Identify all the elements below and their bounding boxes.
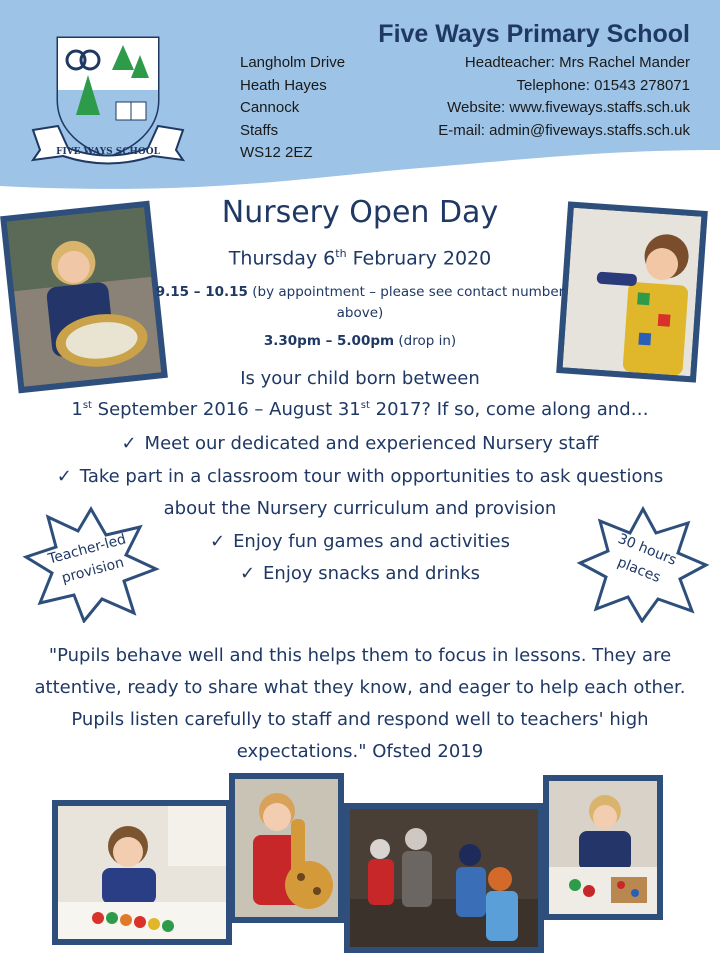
crest-banner-text: FIVE WAYS SCHOOL [56, 147, 160, 157]
ofsted-quote: "Pupils behave well and this helps them to focus in lessons. They are attentive, ready to share what they know, and eager to help each other. Pupils listen carefully to staff and respond well to teachers' high expectations." Ofsted 2019 [34, 645, 686, 762]
event-time-morning: 9.15 – 10.15 (by appointment – please see contact number above) [155, 284, 565, 321]
address-line: Heath Hayes [240, 76, 327, 94]
bullet-item: ✓ Enjoy snacks and drinks [239, 563, 481, 584]
telephone: Telephone: 01543 278071 [516, 76, 690, 94]
bullet-item-continued: about the Nursery curriculum and provision [163, 498, 557, 519]
event-time-afternoon: 3.30pm – 5.00pm (drop in) [263, 333, 457, 349]
check-icon: ✓ [121, 433, 137, 454]
eligibility-question: Is your child born between [240, 368, 480, 389]
school-crest-logo [28, 30, 188, 165]
address-line: Staffs [240, 121, 279, 139]
photo-child-with-game [543, 775, 663, 920]
photo-child-with-giraffe [229, 773, 344, 923]
eligibility-dates: 1st September 2016 – August 31st 2017? If so, come along and… [71, 399, 649, 420]
photo-children-outdoors [344, 803, 544, 953]
bullet-item: ✓ Enjoy fun games and activities [209, 531, 511, 552]
website[interactable]: Website: www.fiveways.staffs.sch.uk [447, 99, 690, 116]
email[interactable]: E-mail: admin@fiveways.staffs.sch.uk [438, 121, 690, 139]
photo-child-with-caterpillar [52, 800, 232, 945]
check-icon: ✓ [56, 466, 72, 487]
badge-30-hours: 30 hours places [615, 530, 679, 587]
event-title: Nursery Open Day [221, 195, 499, 230]
check-icon: ✓ [239, 563, 256, 584]
headteacher: Headteacher: Mrs Rachel Mander [464, 54, 690, 71]
bullet-item: ✓ Meet our dedicated and experienced Nursery staff [121, 433, 599, 454]
address-line: Cannock [240, 99, 300, 116]
school-address [240, 52, 345, 165]
badge-teacher-led: Teacher-led provision [46, 531, 128, 587]
contact-details [438, 52, 690, 142]
bullet-item: ✓ Take part in a classroom tour with opportunities to ask questions [56, 466, 664, 487]
address-line: Langholm Drive [240, 54, 346, 71]
school-name: Five Ways Primary School [378, 20, 690, 48]
check-icon: ✓ [209, 531, 226, 552]
address-line: WS12 2EZ [240, 144, 313, 161]
event-date: Thursday 6th February 2020 [228, 247, 492, 270]
